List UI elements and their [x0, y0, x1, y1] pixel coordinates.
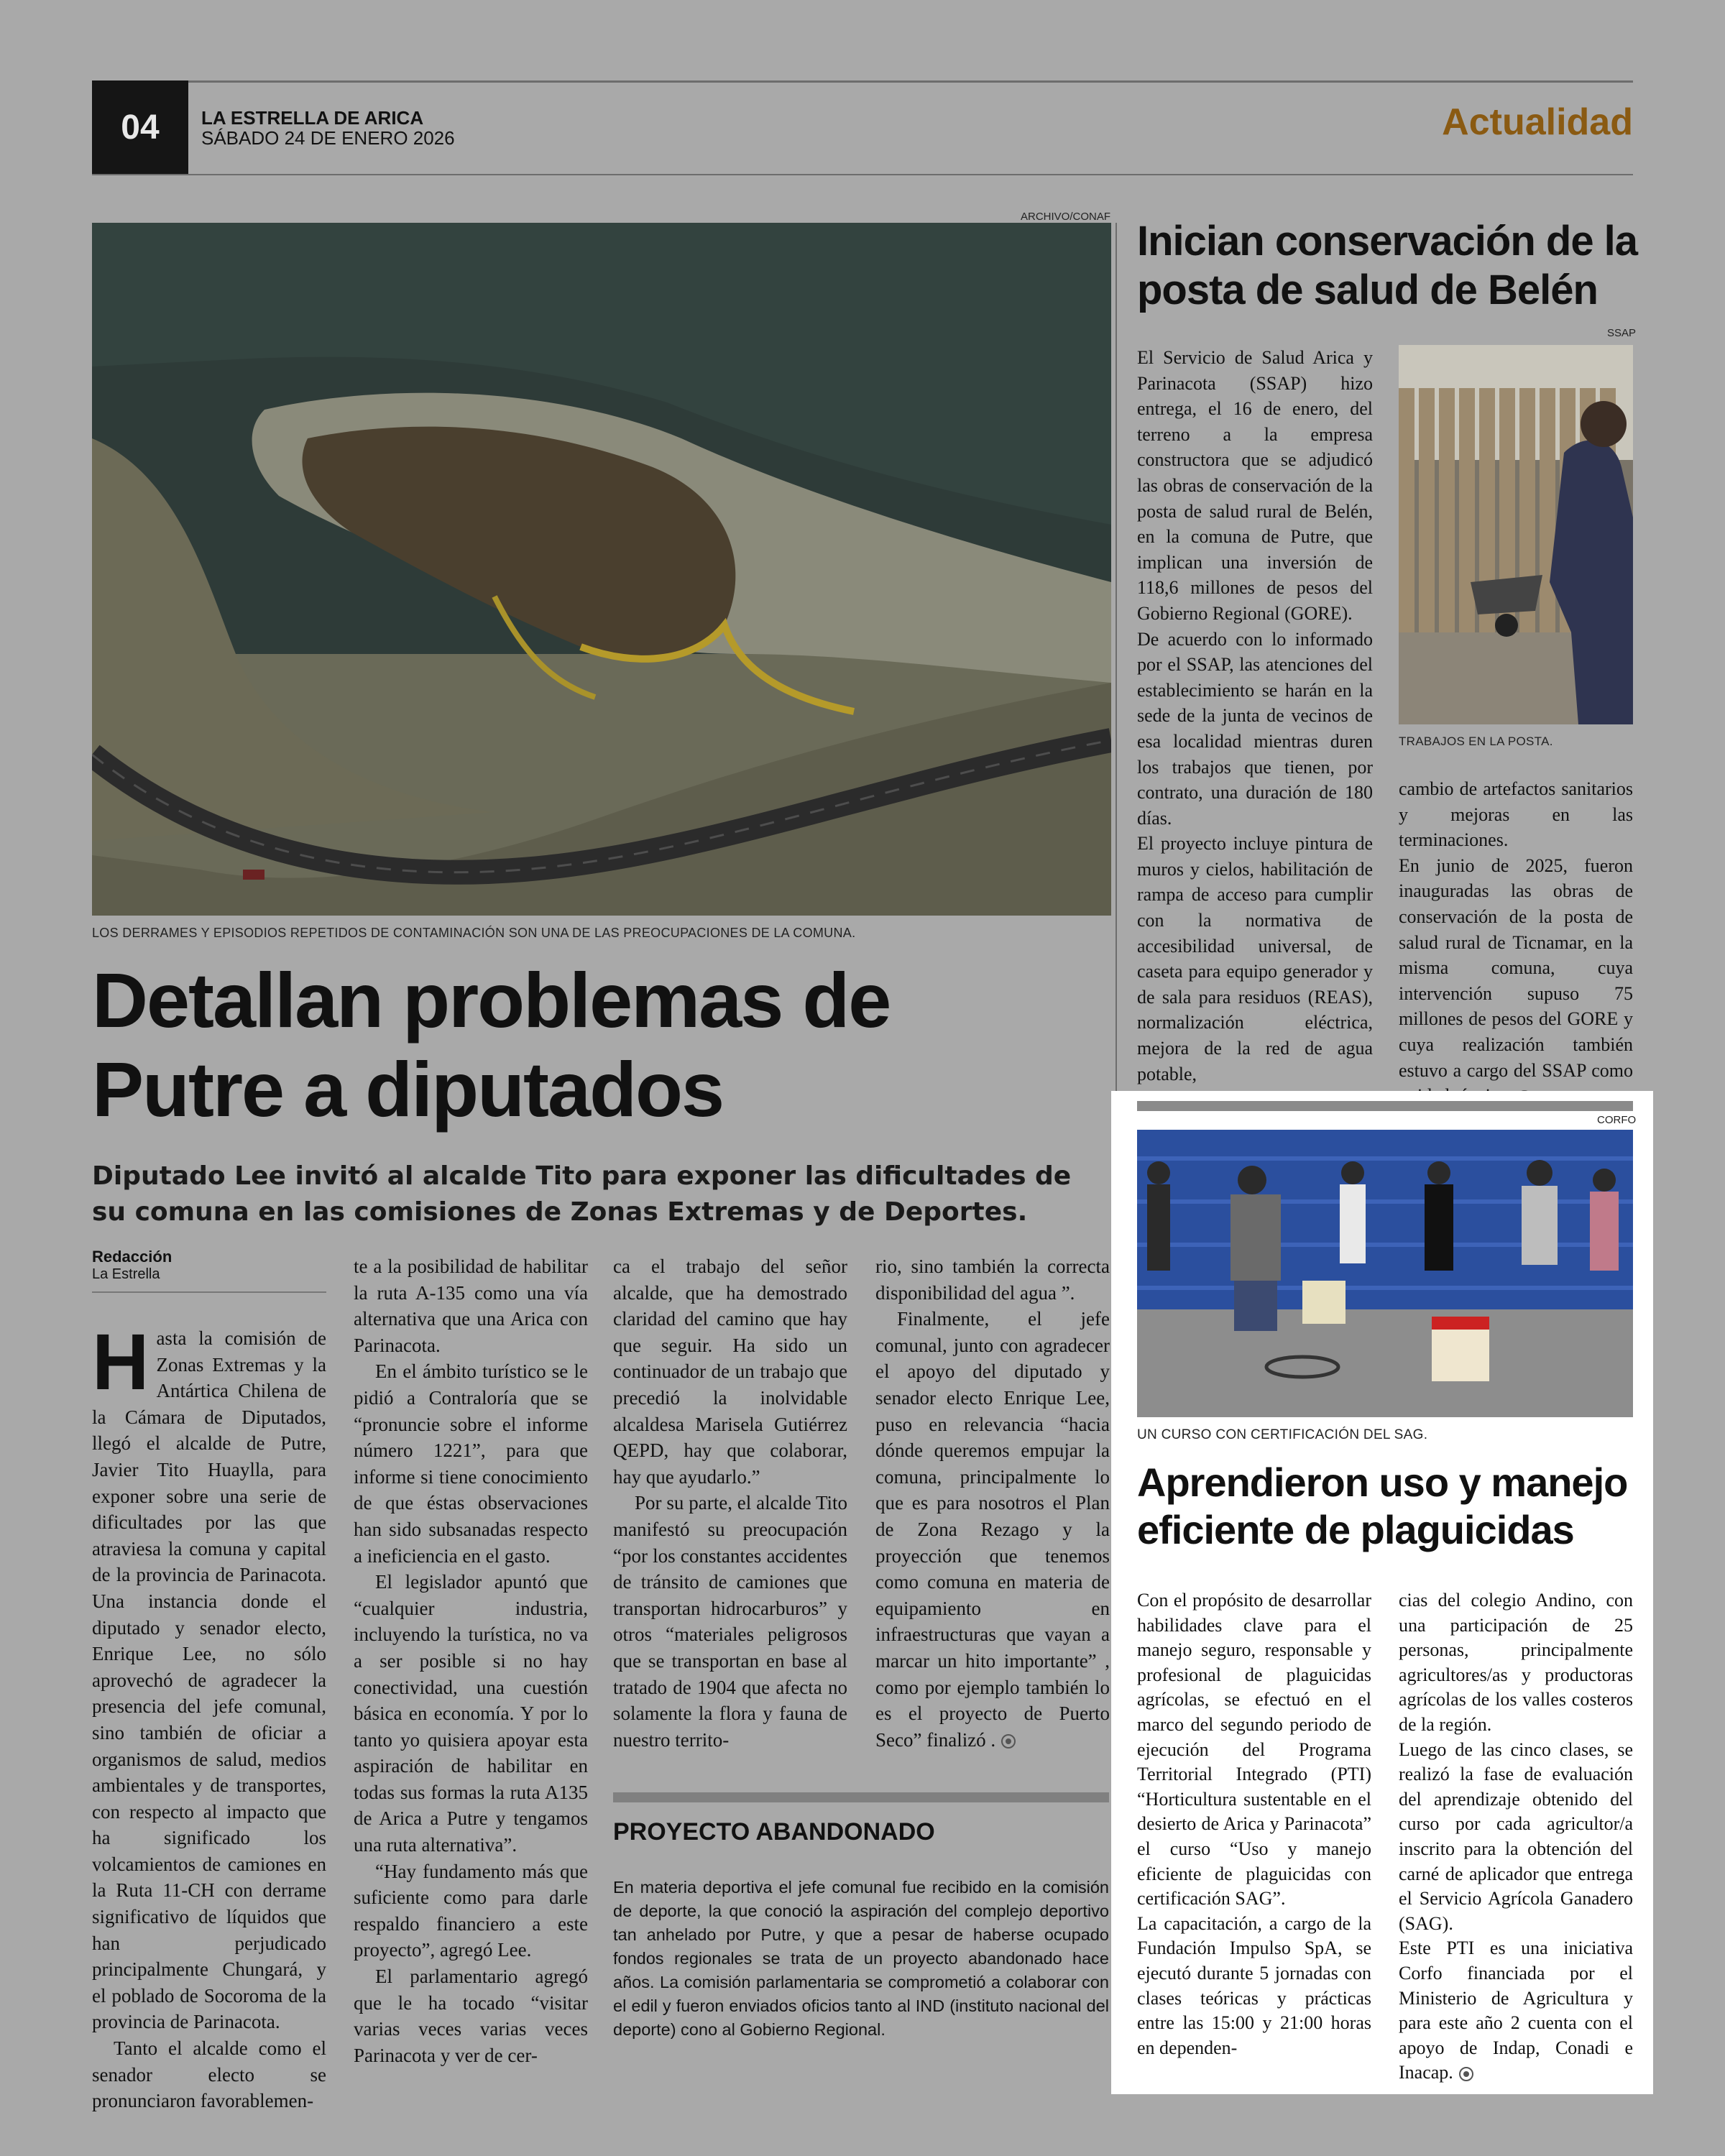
main-headline: Detallan problemas de Putre a diputados — [92, 957, 891, 1133]
right-column-1 — [1137, 345, 1373, 1087]
right-col2-p2: En junio de 2025, fueron inauguradas las obras de conservación de la posta de salud rural de Ticnamar, en la misma comuna, cuya intervención supuso 75 millones de pesos del GORE y cuya realización también estuvo a cargo del SSAP como — [1399, 854, 1633, 1081]
main-col2-p1: te a la posibilidad de habilitar la ruta A-135 como una vía alternativa que una Arica con Parinacota. — [354, 1256, 588, 1356]
lagoon-aerial-image — [92, 223, 1111, 916]
byline-author: Redacción — [92, 1248, 172, 1266]
box-col2-p1: cias del colegio Andino, con una participación de 25 personas, principalmente agricultores/as y productoras agrícolas de los valles costeros de la región. — [1399, 1590, 1633, 1735]
sidebox-rule — [613, 1792, 1109, 1802]
right-col1-p1: El Servicio de Salud Arica y Parinacota (SSAP) hizo entrega, el 16 de enero, del terreno a la empresa constructora que se adjudicó las obras de conservación de la posta de salud rural de Belén, en la comuna de Putre, que implican una inversión de 118,6 millones de pesos del Gobierno Regional (GORE). — [1137, 347, 1373, 624]
main-col4-p1: rio, sino también la correcta disponibilidad del agua ”. — [875, 1256, 1110, 1304]
box-column-2 — [1399, 1588, 1633, 2086]
main-col2-p4: “Hay fundamento más que suficiente como para darle respaldo financiero a este proyecto”, agregó Lee. — [354, 1860, 588, 1961]
main-col3-p1: ca el trabajo del señor alcalde, que ha demostrado claridad del camino que hay que seguir. Ha sido un continuador de un trabajo que precedió la inolvidable alcaldesa Marisela Gutiérrez QEPD, hay que colaborar, hay que ayudarlo.” — [613, 1256, 847, 1488]
main-col2-p5: El parlamentario agregó que le ha tocado “visitar varias veces varias veces Parinacota y ver de cer- — [354, 1966, 588, 2066]
box-column-1 — [1137, 1588, 1371, 2060]
main-col1-p2: Tanto el alcalde como el senador electo se pronunciaron favorablemen- — [92, 2037, 326, 2112]
main-col2-p3: El legislador apuntó que “cualquier industria, incluyendo la turística, no va a ser posible si no hay conectividad, una cuestión básica en economía. Y por lo tanto yo quisiera apoyar esta aspiración de habilitar en todas sus formas la ruta A135 de Arica a Putre y tengamos una ruta alternativa”. — [354, 1571, 588, 1856]
featured-box-rule — [1137, 1101, 1633, 1111]
issue-date: SÁBADO 24 DE ENERO 2026 — [201, 127, 455, 149]
drop-cap: H — [92, 1318, 150, 1406]
main-col4-p2: Finalmente, el jefe comunal, junto con agradecer el apoyo del diputado y senador electo Enrique Lee, puso en relevancia “hacia dónde queremos empujar la comuna, principalmente lo que es para nosotros el Plan de Zona Rezago y la proyección que tenemos como comuna en materia de equipamiento en infraestructuras que vayan a marcar un hito importante” , como por ejemplo también lo es el proyecto de Puerto Seco” finalizó . — [875, 1308, 1110, 1751]
box-col1-p2: La capacitación, a cargo de la Fundación Impulso SpA, se ejecutó durante 5 jornadas con clases teóricas y prácticas entre las 15:00 y 21:00 horas en dependen- — [1137, 1912, 1371, 2058]
right-photo-credit: SSAP — [1607, 327, 1637, 339]
header-top-rule — [92, 80, 1633, 83]
right-col1-p3: El proyecto incluye pintura de muros y cielos, habilitación de rampa de acceso para cumplir con la normativa de accesibilidad universal, de caseta para equipo generador y de sala para residuos (REAS), normalización eléctrica, mejora de la red de agua potable, — [1137, 833, 1373, 1084]
main-column-1 — [92, 1318, 326, 2114]
right-column-2 — [1399, 776, 1633, 1109]
main-photo — [92, 223, 1111, 916]
main-deck: Diputado Lee invitó al alcalde Tito para exponer las dificultades de su comuna en las comisiones de Zonas Extremas y de Deportes. — [92, 1161, 1072, 1227]
masthead — [201, 108, 455, 148]
end-mark-icon — [1001, 1734, 1016, 1749]
end-mark-icon — [1459, 2067, 1473, 2081]
sidebox-title: PROYECTO ABANDONADO — [613, 1818, 935, 1846]
main-column-4 — [875, 1253, 1110, 1753]
newspaper-name: LA ESTRELLA DE ARICA — [201, 107, 424, 129]
right-col1-p2: De acuerdo con lo informado por el SSAP, las atenciones del establecimiento se harán en la sede de la junta de vecinos de esa localidad mientras duren los trabajos que tienen, por contrato, una duración de 180 días. — [1137, 628, 1373, 829]
byline — [92, 1248, 326, 1293]
box-col2-p3: Este PTI es una iniciativa Corfo financiada por el Ministerio de Agricultura y para este año 2 cuenta con el apoyo de Indap, Conadi e Inacap. — [1399, 1938, 1633, 2083]
main-col2-p2: En el ámbito turístico se le pidió a Contraloría que se “pronuncie sobre el informe número 1221”, para que informe si tiene conocimiento de que éstas observaciones han sido subsanadas respecto a ineficiencia en el gasto. — [354, 1360, 588, 1567]
main-column-2 — [354, 1253, 588, 2068]
right-col2-p1: cambio de artefactos sanitarios y mejoras en las terminaciones. — [1399, 778, 1633, 851]
main-photo-credit: ARCHIVO/CONAF — [1021, 211, 1111, 223]
main-photo-caption: LOS DERRAMES Y EPISODIOS REPETIDOS DE CONTAMINACIÓN SON UNA DE LAS PREOCUPACIONES DE LA COMUNA. — [92, 926, 856, 940]
right-photo-caption: TRABAJOS EN LA POSTA. — [1399, 734, 1553, 748]
box-photo — [1137, 1130, 1633, 1417]
right-headline: Inician conservación de la posta de salud de Belén — [1137, 218, 1638, 313]
main-col1-p1: asta la comisión de Zonas Extremas y la Antártica Chilena de la Cámara de Diputados, llegó el alcalde de Putre, Javier Tito Huaylla, para exponer sobre una serie de dificultades por las que atraviesa la comuna y capital de la provincia de Parinacota. Una instancia donde el diputado y senador electo, Enrique Lee, no sólo aprovechó de agradecer la presencia del jefe comunal, sino también de oficiar a organismos de salud, medios ambientales y de transportes, con respecto al impacto que ha significado los volcamientos de camiones en la Ruta 11-CH con derrame significativo de líquidos que han perjudicado principalmente Chungará, y el poblado de Socoroma de la provincia de Parinacota. — [92, 1327, 326, 2033]
page-number: 04 — [92, 80, 188, 175]
sidebox-text: En materia deportiva el jefe comunal fue recibido en la comisión de deporte, la que conoció la aspiración del complejo deportivo tan anhelado por Putre, y que a pesar de haberse ocupado fondos regionales se trata de un proyecto abandonado hace años. La comisión parlamentaria se comprometió a colaborar con el edil y fueron enviados oficios tanto al IND (instituto nacional del deporte) cono al Gobierno Regional. — [613, 1878, 1109, 2039]
right-photo — [1399, 345, 1633, 724]
construction-site-image — [1399, 345, 1633, 724]
main-col3-p2: Por su parte, el alcalde Tito manifestó su preocupación “por los constantes accidentes de tránsito de camiones que transportan hidrocarburos” y otros “materiales peligrosos que se transportan en base al tratado de 1904 que afecta no solamente la flora y fauna de nuestro territo- — [613, 1492, 847, 1751]
box-photo-caption: UN CURSO CON CERTIFICACIÓN DEL SAG. — [1137, 1427, 1428, 1442]
box-photo-credit: CORFO — [1597, 1114, 1637, 1126]
header-bottom-rule — [92, 174, 1633, 175]
pesticide-course-image — [1137, 1130, 1633, 1417]
main-column-3 — [613, 1253, 847, 1753]
box-col2-p2: Luego de las cinco clases, se realizó la fase de evaluación del aprendizaje obtenido del curso por cada agricultor/a inscrito para la obtención del carné de aplicador que entrega el Servicio Agrícola Ganadero (SAG). — [1399, 1738, 1633, 1934]
section-name: Actualidad — [1442, 101, 1633, 143]
byline-org: La Estrella — [92, 1266, 160, 1282]
box-col1-p1: Con el propósito de desarrollar habilidades clave para el manejo seguro, responsable y profesional de plaguicidas agrícolas, se efectuó en el marco del segundo periodo de ejecución del Programa Territorial Integrado (PTI) “Horticultura sustentable en el desierto de Arica y Parinacota” el curso “Uso y manejo eficiente de plaguicidas con certificación SAG”. — [1137, 1590, 1371, 1909]
box-headline: Aprendieron uso y manejo eficiente de plaguicidas — [1137, 1460, 1628, 1552]
